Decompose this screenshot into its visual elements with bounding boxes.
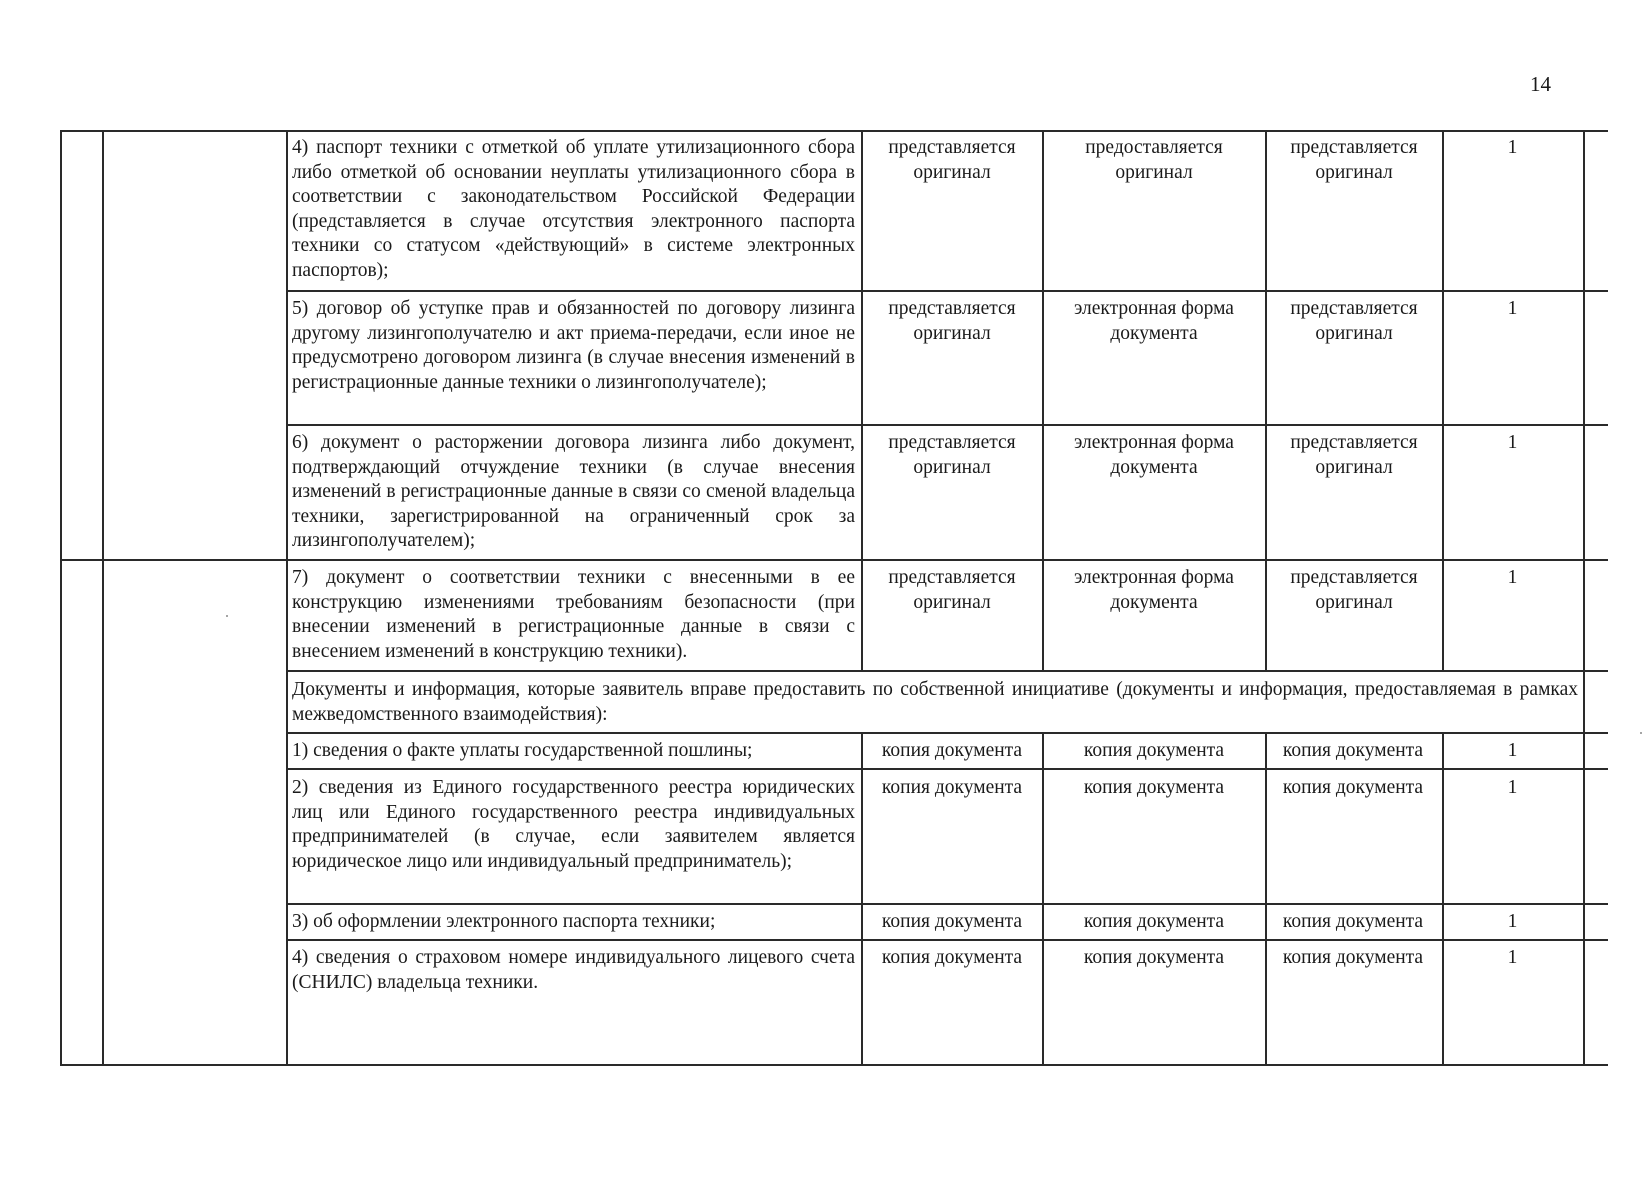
row-description: 7) документ о соответствии техники с внесенными в ее конструкцию изменениями требованиям безопасности (при внесении изменений в регистрационные данные в связи с внесением изменений в конструкцию техники).: [292, 567, 855, 662]
column-divider: [1042, 130, 1044, 670]
column-divider: [1442, 130, 1444, 670]
row-count: 1: [1507, 567, 1518, 588]
column-divider: [1265, 130, 1267, 670]
row-value-col1: представляется оригинал: [888, 567, 1016, 613]
row-value-col2: копия документа: [1083, 777, 1225, 798]
row-count: 1: [1507, 740, 1518, 761]
row-value-col3: копия документа: [1282, 947, 1424, 968]
row-description: 5) договор об уступке прав и обязанностей по договору лизинга другому лизингополучателю и акт приема-передачи, если иное не предусмотрено договором лизинга (в случае внесения изменений в регистрационные данные техники о лизингополучателе);: [292, 298, 855, 393]
row-divider: [286, 732, 1608, 734]
row-value-col1: представляется оригинал: [888, 298, 1016, 344]
row-divider: [60, 559, 1608, 561]
row-count: 1: [1507, 911, 1518, 932]
row-value-col1: представляется оригинал: [888, 137, 1016, 183]
section-heading: Документы и информация, которые заявитель вправе предоставить по собственной инициативе (документы и информация, предоставляемая в рамках межведомственного взаимодействия):: [292, 679, 1578, 725]
column-divider: [1042, 732, 1044, 1065]
row-value-col1: копия документа: [881, 911, 1023, 932]
scan-speck: [1640, 732, 1642, 734]
row-value-col3: представляется оригинал: [1290, 137, 1418, 183]
row-value-col1: копия документа: [881, 777, 1023, 798]
column-divider: [60, 130, 62, 1065]
column-divider: [102, 130, 104, 1065]
row-value-col3: копия документа: [1282, 777, 1424, 798]
row-value-col1: копия документа: [881, 740, 1023, 761]
row-count: 1: [1507, 777, 1518, 798]
column-divider: [861, 130, 863, 670]
row-divider: [286, 670, 1608, 672]
row-value-col2: электронная форма документа: [1074, 298, 1234, 344]
row-count: 1: [1507, 298, 1518, 319]
table-border-top: [60, 130, 1608, 132]
column-divider: [861, 732, 863, 1065]
row-description: 6) документ о расторжении договора лизинга либо документ, подтверждающий отчуждение техники (в случае внесения изменений в регистрационные данные в связи со сменой владельца техники, зарегистрированной на ограниченный срок за лизингополучателем);: [292, 432, 855, 551]
row-value-col2: копия документа: [1083, 947, 1225, 968]
row-value-col1: представляется оригинал: [888, 432, 1016, 478]
row-value-col2: электронная форма документа: [1074, 567, 1234, 613]
row-divider: [286, 768, 1608, 770]
column-divider: [1442, 732, 1444, 1065]
row-description: 4) паспорт техники с отметкой об уплате утилизационного сбора либо отметкой об основании неуплаты утилизационного сбора в соответствии с законодательством Российской Федерации (представляется в случае отсутствия электронного паспорта техники со статусом «действующий» в системе электронных паспортов);: [292, 137, 855, 281]
column-divider: [1583, 130, 1585, 1065]
row-description: 1) сведения о факте уплаты государственной пошлины;: [292, 740, 753, 761]
row-description: 4) сведения о страховом номере индивидуального лицевого счета (СНИЛС) владельца техники.: [292, 947, 855, 993]
row-description: 3) об оформлении электронного паспорта техники;: [292, 911, 716, 932]
row-divider: [286, 424, 1608, 426]
row-value-col3: представляется оригинал: [1290, 298, 1418, 344]
scan-speck: [226, 615, 228, 617]
row-value-col3: копия документа: [1282, 911, 1424, 932]
row-value-col2: электронная форма документа: [1074, 432, 1234, 478]
row-divider: [286, 290, 1608, 292]
row-divider: [286, 903, 1608, 905]
row-divider: [286, 939, 1608, 941]
row-count: 1: [1507, 432, 1518, 453]
row-count: 1: [1507, 137, 1518, 158]
row-value-col2: предоставляется оригинал: [1085, 137, 1223, 183]
column-divider: [286, 130, 288, 1065]
row-description: 2) сведения из Единого государственного реестра юридических лиц или Единого государственного реестра индивидуальных предпринимателей (в случае, если заявителем является юридическое лицо или индивидуальный предприниматель);: [292, 777, 855, 872]
row-value-col1: копия документа: [881, 947, 1023, 968]
row-value-col3: представляется оригинал: [1290, 567, 1418, 613]
row-value-col2: копия документа: [1083, 911, 1225, 932]
row-value-col3: представляется оригинал: [1290, 432, 1418, 478]
page-number: 14: [1530, 72, 1551, 96]
column-divider: [1265, 732, 1267, 1065]
row-count: 1: [1507, 947, 1518, 968]
table-border-bottom: [60, 1064, 1608, 1066]
row-value-col2: копия документа: [1083, 740, 1225, 761]
row-value-col3: копия документа: [1282, 740, 1424, 761]
